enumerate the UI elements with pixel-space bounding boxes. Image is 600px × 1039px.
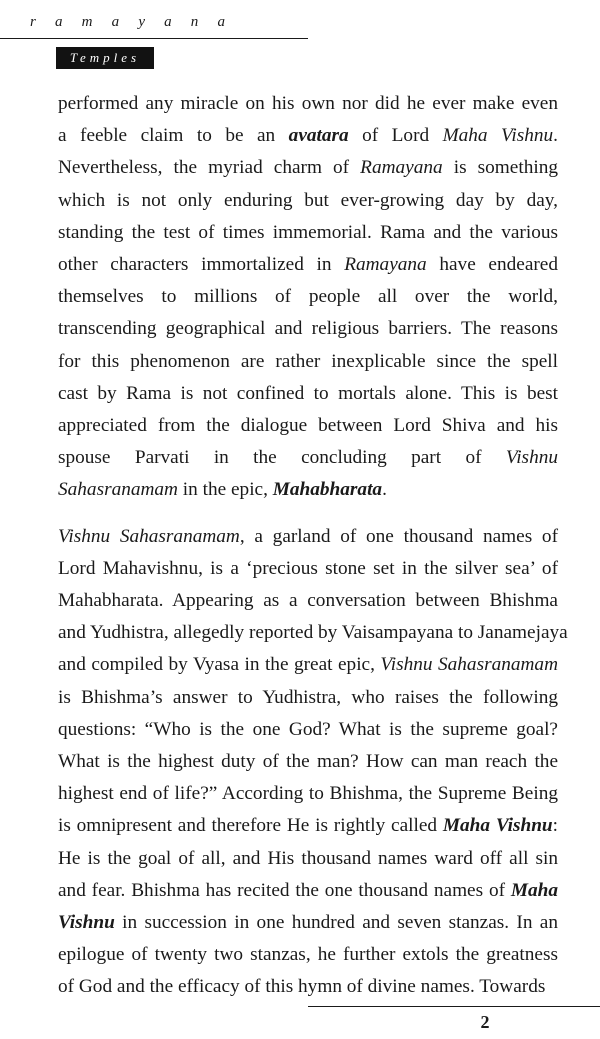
text-line — [58, 249, 558, 281]
emphasized-text: Sahasranamam — [58, 479, 178, 501]
page-number: 2 — [480, 1012, 490, 1032]
paragraph — [58, 88, 558, 507]
text-line — [58, 682, 558, 714]
emphasized-text: Maha — [510, 879, 558, 901]
series-title-letter: r — [30, 14, 36, 30]
text-line — [58, 410, 558, 442]
text-line — [58, 88, 558, 120]
text-line — [58, 939, 558, 971]
text-run: , a garland of one thousand names of — [239, 525, 558, 547]
text-line — [58, 553, 558, 585]
text-run: of God and the efficacy of this hymn of divine names. Towards — [58, 976, 546, 998]
text-line — [58, 346, 558, 378]
text-run: He is the goal of all, and His thousand names ward off all sin — [58, 847, 558, 869]
emphasized-text: Maha Vishnu — [442, 125, 554, 147]
section-label-badge: Temples — [56, 47, 154, 69]
text-line — [58, 714, 558, 746]
text-run: performed any miracle on his own nor did he ever make even — [58, 93, 558, 114]
paragraph-gap — [58, 507, 558, 521]
text-line — [58, 313, 558, 345]
text-run: appreciated from the dialogue between Lord Shiva and his — [58, 415, 558, 437]
footer-rule — [308, 1006, 600, 1007]
series-title-letter: n — [190, 14, 199, 30]
text-run: Nevertheless, the myriad charm of — [58, 157, 361, 179]
text-run: themselves to millions of people all over the world, — [58, 286, 558, 308]
running-head — [0, 0, 600, 80]
text-line — [58, 810, 558, 842]
text-run: . — [553, 125, 558, 147]
emphasized-text: Ramayana — [360, 157, 443, 179]
series-title-letter: y — [138, 14, 145, 30]
text-run: Mahabharata. Appearing as a conversation between Bhishma — [58, 590, 558, 612]
series-title-letter: a — [217, 14, 225, 30]
text-run: a feeble claim to be an — [58, 125, 289, 147]
text-run: in the epic, — [177, 479, 273, 501]
text-run: in succession in one hundred and seven stanzas. In an — [114, 912, 558, 934]
text-line — [58, 617, 568, 649]
text-run: spouse Parvati in the concluding part of — [58, 447, 506, 469]
text-line — [58, 442, 558, 474]
emphasized-text: Maha Vishnu — [442, 815, 553, 837]
text-line — [58, 378, 558, 410]
series-title-letter: a — [164, 14, 172, 30]
emphasized-text: Mahabharata — [272, 479, 383, 501]
text-line — [58, 875, 558, 907]
text-run: transcending geographical and religious barriers. The reasons — [58, 318, 558, 340]
text-run: have endeared — [426, 254, 558, 276]
emphasized-text: Vishnu — [58, 912, 115, 934]
text-run: highest end of life?” According to Bhishma, the Supreme Being — [58, 783, 558, 805]
text-line — [58, 843, 558, 875]
header-rule — [0, 38, 308, 39]
text-run: cast by Rama is not confined to mortals alone. This is best — [58, 382, 558, 404]
text-run: is omnipresent and therefore He is rightly called — [58, 815, 443, 837]
text-run: of Lord — [348, 125, 443, 147]
text-run: is Bhishma’s answer to Yudhistra, who raises the following — [58, 686, 558, 708]
text-run: and Yudhistra, allegedly reported by Vaisampayana to Janamejaya — [58, 622, 568, 644]
text-run: other characters immortalized in — [58, 254, 345, 276]
series-title-letter: a — [55, 14, 63, 30]
text-line — [58, 649, 558, 681]
emphasized-text: Vishnu Sahasranamam — [58, 525, 240, 547]
text-line — [58, 474, 558, 506]
text-line — [58, 521, 558, 553]
text-line — [58, 971, 558, 1003]
text-run: epilogue of twenty two stanzas, he further extols the greatness — [58, 944, 558, 966]
text-line — [58, 217, 558, 249]
text-run: which is not only enduring but ever-growing day by day, — [58, 189, 558, 211]
text-run: standing the test of times immemorial. Rama and the various — [58, 221, 558, 243]
book-series-title — [30, 14, 225, 31]
emphasized-text: avatara — [288, 125, 349, 147]
text-run: What is the highest duty of the man? How can man reach the — [58, 751, 558, 773]
text-line — [58, 152, 558, 184]
text-line — [58, 907, 558, 939]
text-line — [58, 120, 558, 152]
text-run: and fear. Bhishma has recited the one thousand names of — [58, 879, 511, 901]
text-run: Lord Mahavishnu, is a ‘precious stone set in the silver sea’ of — [58, 557, 558, 579]
paragraph — [58, 521, 568, 1004]
text-run: questions: “Who is the one God? What is the supreme goal? — [58, 718, 558, 740]
text-line — [58, 185, 558, 217]
text-line — [58, 281, 558, 313]
text-run: : — [552, 815, 559, 837]
text-run: for this phenomenon are rather inexplicable since the spell — [58, 350, 558, 372]
text-run: is something — [442, 157, 558, 179]
body-text — [58, 88, 568, 1004]
text-line — [58, 746, 558, 778]
emphasized-text: Vishnu Sahasranamam — [380, 654, 558, 676]
emphasized-text: Vishnu — [505, 447, 558, 469]
text-run: and compiled by Vyasa in the great epic, — [58, 654, 381, 676]
text-line — [58, 778, 558, 810]
text-run: . — [382, 479, 387, 501]
series-title-letter: m — [81, 14, 93, 30]
emphasized-text: Ramayana — [344, 254, 427, 276]
series-title-letter: a — [111, 14, 120, 30]
text-line — [58, 585, 558, 617]
